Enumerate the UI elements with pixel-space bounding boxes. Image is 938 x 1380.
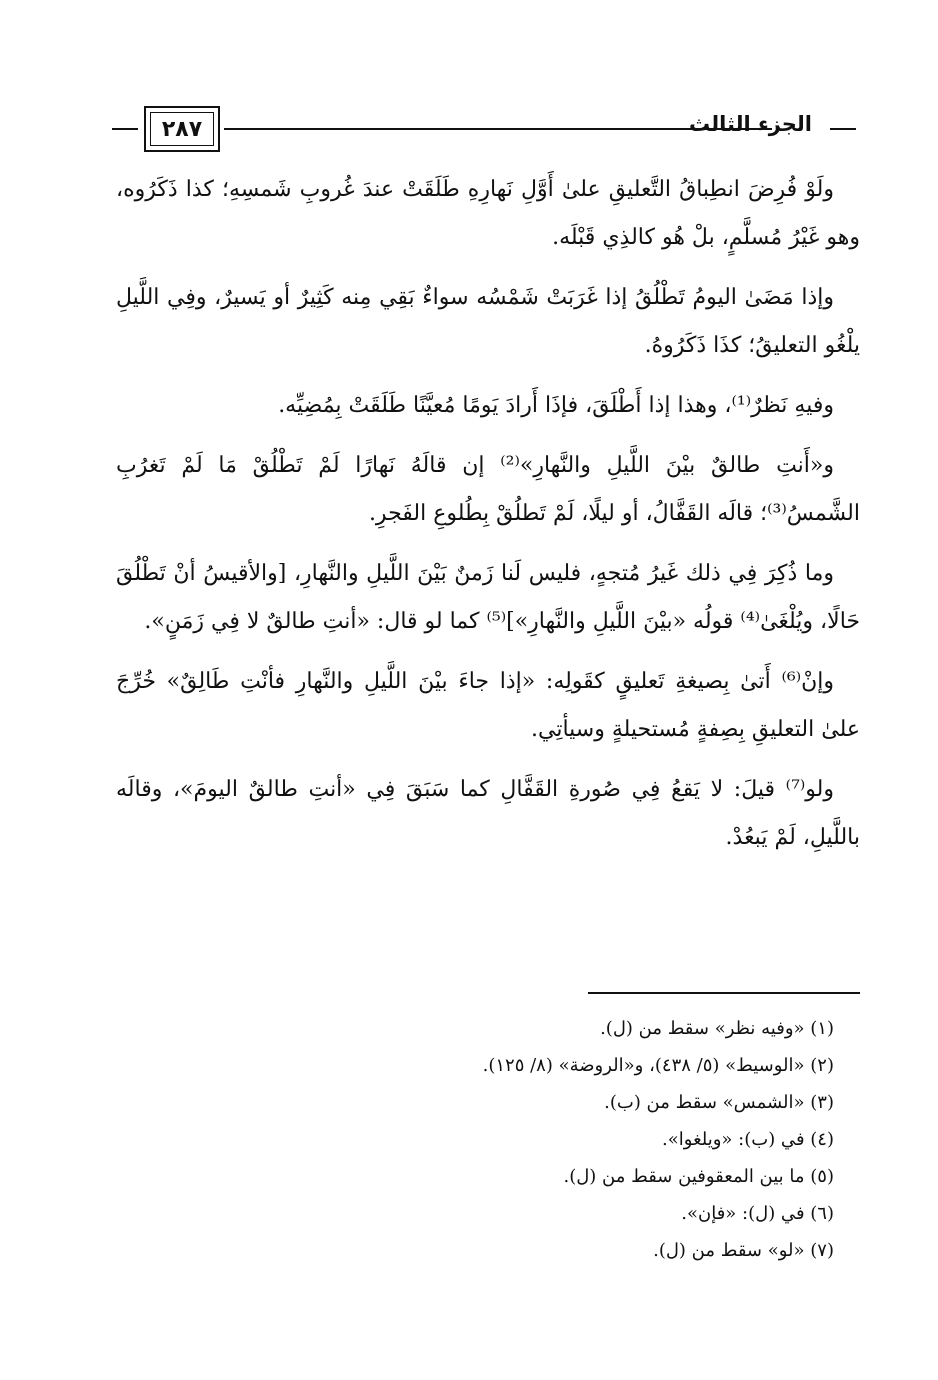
paragraph: وما ذُكِرَ فِي ذلك غَيرُ مُتجهٍ، فليس لَنا زَمنٌ بَيْنَ اللَّيلِ والنَّهارِ، [والأقيسُ أنْ تَطْلُقَ حَالًا، ويُلْغَىٰ⁽⁴⁾ قولُه «بيْنَ اللَّيلِ والنَّهارِ»]⁽⁵⁾ كما لو قال: «أنتِ طالقٌ لا فِي زَمَنٍ». <box>116 561 860 634</box>
footnote-separator <box>588 992 860 994</box>
paragraph: وفيهِ نَظرٌ⁽¹⁾، وهذا إذا أَطْلَقَ، فإذَا أَرادَ يَومًا مُعيَّنًا طَلَقَتْ بِمُضِيِّه. <box>278 393 834 418</box>
footnote: (١) «وفيه نظر» سقط من (ل). <box>600 1018 834 1039</box>
main-text <box>116 166 860 874</box>
paragraph: ولَوْ فُرِضَ انطِباقُ التَّعليقِ علىٰ أَوَّلِ نَهارِهِ طَلَقَتْ عندَ غُروبِ شَمسِهِ؛ كذا ذَكَرُوه، وهو غَيْرُ مُسلَّمٍ، بلْ هُو كالذِي قَبْلَه. <box>116 177 860 250</box>
footnote: (٦) في (ل): «فإن». <box>681 1203 834 1224</box>
footnote: (٧) «لو» سقط من (ل). <box>653 1240 834 1261</box>
paragraph: وإنْ⁽⁶⁾ أَتىٰ بِصيغةِ تَعليقٍ كقَولِه: «إذا جاءَ بيْنَ اللَّيلِ والنَّهارِ فأنْتِ طَالِقٌ» خُرِّجَ علىٰ التعليقِ بِصِفةٍ مُستحيلةٍ وسيأتِي. <box>116 669 860 742</box>
page-header <box>112 96 856 162</box>
header-rule-left <box>112 128 138 130</box>
footnote: (٤) في (ب): «ويلغوا». <box>662 1129 834 1150</box>
running-head: الجزء الثالث <box>689 112 812 136</box>
page-number-frame <box>144 106 220 152</box>
paragraph: و«أَنتِ طالقٌ بيْنَ اللَّيلِ والنَّهارِ»⁽²⁾ إن قالَهُ نَهارًا لَمْ تَطْلُقْ مَا لَمْ تَغرُبِ الشَّمسُ⁽³⁾؛ قالَه القَفَّالُ، أو ليلًا، لَمْ تَطلُقْ بِطُلوعِ الفَجرِ. <box>116 453 860 526</box>
footnote: (٣) «الشمس» سقط من (ب). <box>604 1092 834 1113</box>
footnote: (٥) ما بين المعقوفين سقط من (ل). <box>563 1166 834 1187</box>
paragraph: ولو⁽⁷⁾ قيلَ: لا يَقعُ فِي صُورةِ القَفَّالِ كما سَبَقَ فِي «أنتِ طالقٌ اليومَ»، وقالَه باللَّيلِ، لَمْ يَبعُدْ. <box>116 777 860 850</box>
header-rule-right <box>830 128 856 130</box>
footnotes <box>116 1010 834 1269</box>
paragraph: وإذا مَضَىٰ اليومُ تَطْلُقُ إذا غَرَبَتْ شَمْسُه سواءٌ بَقِي مِنه كَثِيرٌ أو يَسيرٌ، وفِي اللَّيلِ يلْغُو التعليقُ؛ كذَا ذَكَرُوهُ. <box>116 285 860 358</box>
footnote: (٢) «الوسيط» (٥/ ٤٣٨)، و«الروضة» (٨/ ١٢٥). <box>482 1055 834 1076</box>
page-number: ٢٨٧ <box>150 112 214 146</box>
